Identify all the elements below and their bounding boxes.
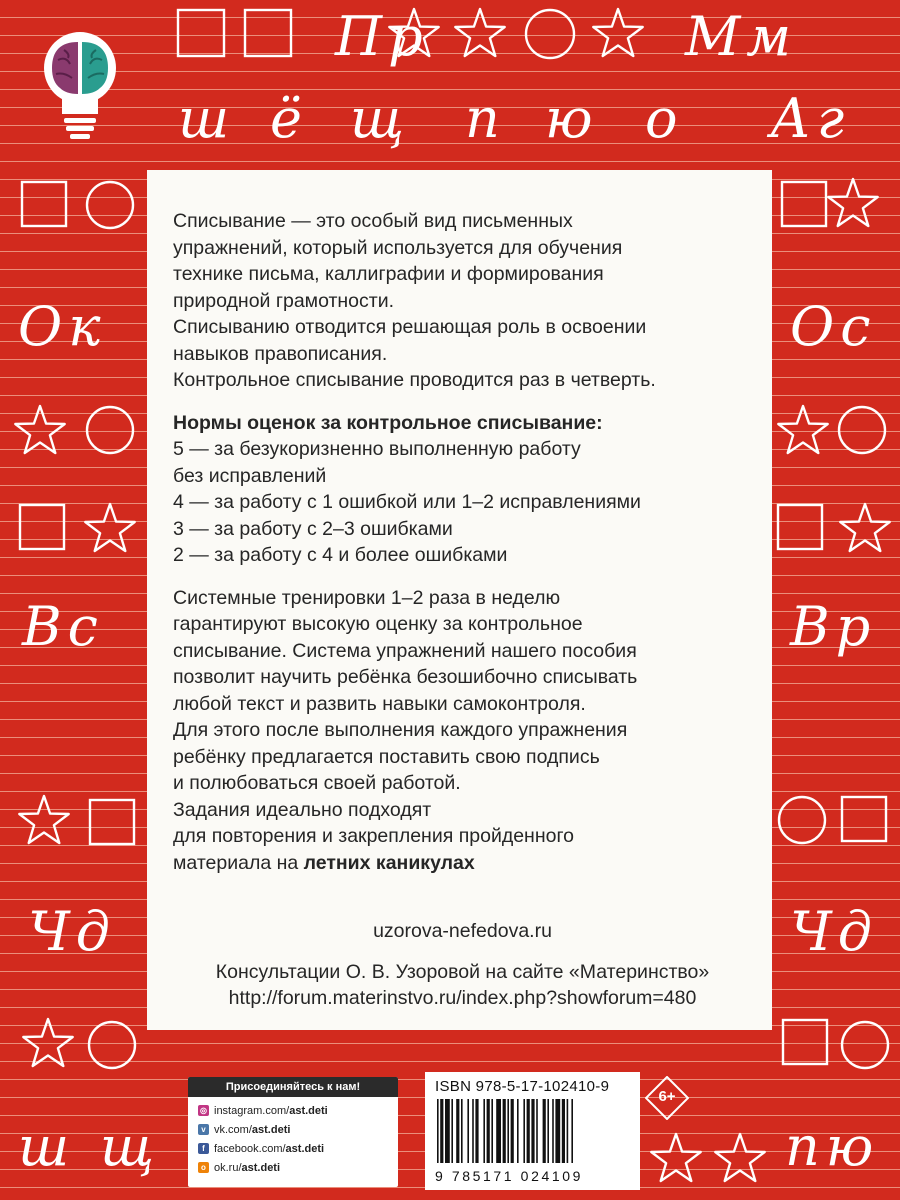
decor-letters: Мм — [685, 5, 798, 68]
text-line: навыков правописания. — [173, 342, 388, 365]
decor-letters: Аг — [770, 87, 851, 150]
barcode-bar — [440, 1099, 443, 1163]
text-line: упражнений, который используется для обучения — [173, 236, 623, 259]
decor-letters: Пр — [335, 5, 429, 68]
forum-link[interactable]: http://forum.materinstvo.ru/index.php?showforum=480 — [228, 987, 697, 1009]
circle-shape — [842, 1022, 888, 1068]
star-shape — [23, 1019, 72, 1066]
text-line: природной грамотности. — [173, 289, 395, 312]
barcode-bar — [461, 1099, 463, 1163]
norm-line: 3 — за работу с 2–3 ошибками — [173, 517, 453, 540]
barcode-bar — [456, 1099, 459, 1163]
barcode-bar — [547, 1099, 549, 1163]
social-links-box — [188, 1077, 398, 1187]
norm-line: 4 — за работу с 1 ошибкой или 1–2 исправлениями — [173, 491, 641, 513]
norm-line: 2 — за работу с 4 и более ошибками — [173, 544, 508, 566]
star-shape — [85, 504, 134, 551]
social-link-facebook[interactable] — [188, 1139, 398, 1158]
text-line: Системные тренировки 1–2 раза в неделю — [173, 586, 561, 609]
decor-letters: ш — [18, 1115, 76, 1178]
text-line: и полюбоваться своей работой. — [173, 772, 461, 794]
barcode-bar — [571, 1099, 573, 1163]
text-line: позволит научить ребёнка безошибочно списывать — [173, 666, 638, 688]
age-rating-badge — [645, 1076, 689, 1120]
barcode-bar — [567, 1099, 569, 1163]
circle-shape — [779, 797, 825, 843]
barcode-bar — [517, 1099, 519, 1163]
decor-letters: Чд — [28, 900, 116, 963]
barcode-bar — [507, 1099, 509, 1163]
barcode-bar — [496, 1099, 501, 1163]
text-line: ребёнку предлагается поставить свою подпись — [173, 745, 600, 768]
star-shape — [455, 9, 504, 56]
social-prefix: ok.ru/ — [214, 1161, 242, 1174]
isbn-text: ISBN 978-5-17-102410-9 — [435, 1078, 610, 1095]
square-shape — [783, 1020, 827, 1064]
decor-letters: пю — [785, 1115, 880, 1178]
decor-letters: ш — [178, 87, 236, 150]
isbn-box — [425, 1072, 640, 1190]
text-line: гарантируют высокую оценку за контрольное — [173, 613, 583, 635]
barcode-bar — [543, 1099, 546, 1163]
text-line: любой текст и развить навыки самоконтроля. — [173, 692, 586, 715]
decor-letters: Вр — [790, 595, 877, 658]
social-prefix: vk.com/ — [214, 1123, 252, 1136]
description-panel — [147, 170, 772, 1030]
barcode-bar — [437, 1099, 439, 1163]
barcode-bar — [445, 1099, 450, 1163]
social-link-ok[interactable] — [188, 1158, 398, 1177]
text-line: списывание. Система упражнений нашего пособия — [173, 639, 637, 662]
vk-icon: v — [198, 1124, 209, 1135]
barcode-bar — [503, 1099, 506, 1163]
social-link-instagram[interactable] — [188, 1101, 398, 1120]
consult-text: Консультации О. В. Узоровой на сайте «Материнство» — [215, 960, 710, 983]
decor-letters: щ — [100, 1115, 161, 1178]
text-line: для повторения и закрепления пройденного — [173, 825, 574, 847]
star-shape — [19, 796, 68, 843]
square-shape — [778, 505, 822, 549]
website-link[interactable]: uzorova-nefedova.ru — [373, 920, 552, 942]
norms-title: Нормы оценок за контрольное списывание: — [173, 411, 603, 434]
decor-letters: щ — [350, 87, 411, 150]
social-handle: ast.deti — [251, 1123, 291, 1136]
social-prefix: facebook.com/ — [214, 1142, 286, 1155]
barcode-bar — [523, 1099, 525, 1163]
barcode-bar — [511, 1099, 514, 1163]
decor-letters: ё — [270, 87, 308, 150]
barcode-bar — [552, 1099, 554, 1163]
barcode-bar — [536, 1099, 538, 1163]
square-shape — [22, 182, 66, 226]
star-shape — [778, 406, 827, 453]
barcode-bar — [555, 1099, 560, 1163]
square-shape — [782, 182, 826, 226]
summer-holidays-text: летних каникулах — [303, 851, 475, 874]
decor-letters: п — [465, 87, 506, 150]
decor-letters: Ок — [18, 295, 107, 358]
square-shape — [842, 797, 886, 841]
circle-shape — [839, 407, 885, 453]
barcode-icon — [435, 1099, 630, 1163]
barcode-bar — [472, 1099, 474, 1163]
star-shape — [651, 1134, 700, 1181]
square-shape — [245, 10, 291, 56]
social-header: Присоединяйтесь к нам! — [188, 1077, 398, 1097]
circle-shape — [89, 1022, 135, 1068]
social-handle: ast.deti — [285, 1142, 325, 1155]
facebook-icon: f — [198, 1143, 209, 1154]
star-shape — [593, 9, 642, 56]
star-shape — [840, 504, 889, 551]
barcode-bar — [451, 1099, 453, 1163]
square-shape — [90, 800, 134, 844]
barcode-digits: 9 785171 024109 — [435, 1168, 583, 1184]
circle-shape — [526, 10, 574, 58]
text-line: Для этого после выполнения каждого упражнения — [173, 719, 628, 741]
text-line: Контрольное списывание проводится раз в четверть. — [173, 369, 656, 391]
decor-letters: Чд — [790, 900, 878, 963]
training-text — [173, 585, 752, 877]
grading-norms — [173, 410, 752, 569]
instagram-icon: ◎ — [198, 1105, 209, 1116]
decor-letters: ю — [545, 87, 599, 150]
norm-line: без исправлений — [173, 464, 327, 487]
links-block — [173, 918, 752, 1012]
age-rating-text: 6+ — [658, 1088, 676, 1105]
star-shape — [15, 406, 64, 453]
brain-lightbulb-icon — [40, 28, 120, 153]
barcode-bar — [531, 1099, 534, 1163]
social-prefix: instagram.com/ — [214, 1104, 290, 1117]
text-line: Списыванию отводится решающая роль в освоении — [173, 316, 647, 338]
star-shape — [828, 179, 877, 226]
decor-letters: о — [645, 87, 684, 150]
social-link-vk[interactable] — [188, 1120, 398, 1139]
text-line — [173, 850, 752, 877]
square-shape — [178, 10, 224, 56]
social-handle: ast.deti — [289, 1104, 328, 1117]
decor-letters: Ос — [790, 295, 877, 358]
barcode-bar — [475, 1099, 478, 1163]
text-line: Задания идеально подходят — [173, 798, 432, 821]
barcode-bar — [527, 1099, 530, 1163]
barcode-bar — [467, 1099, 469, 1163]
text-line: технике письма, каллиграфии и формирования — [173, 263, 604, 285]
circle-shape — [87, 182, 133, 228]
barcode-bar — [491, 1099, 493, 1163]
text-line: Списывание — это особый вид письменных — [173, 210, 573, 232]
square-shape — [20, 505, 64, 549]
text-prefix: материала на — [173, 851, 304, 874]
barcode-bar — [562, 1099, 565, 1163]
star-shape — [715, 1134, 764, 1181]
norm-line: 5 — за безукоризненно выполненную работу — [173, 438, 581, 460]
barcode-bar — [487, 1099, 490, 1163]
circle-shape — [87, 407, 133, 453]
decor-letters: Вс — [22, 595, 104, 658]
intro-text — [173, 208, 752, 394]
ok-icon: o — [198, 1162, 209, 1173]
social-handle: ast.deti — [241, 1161, 281, 1174]
barcode-bar — [483, 1099, 485, 1163]
